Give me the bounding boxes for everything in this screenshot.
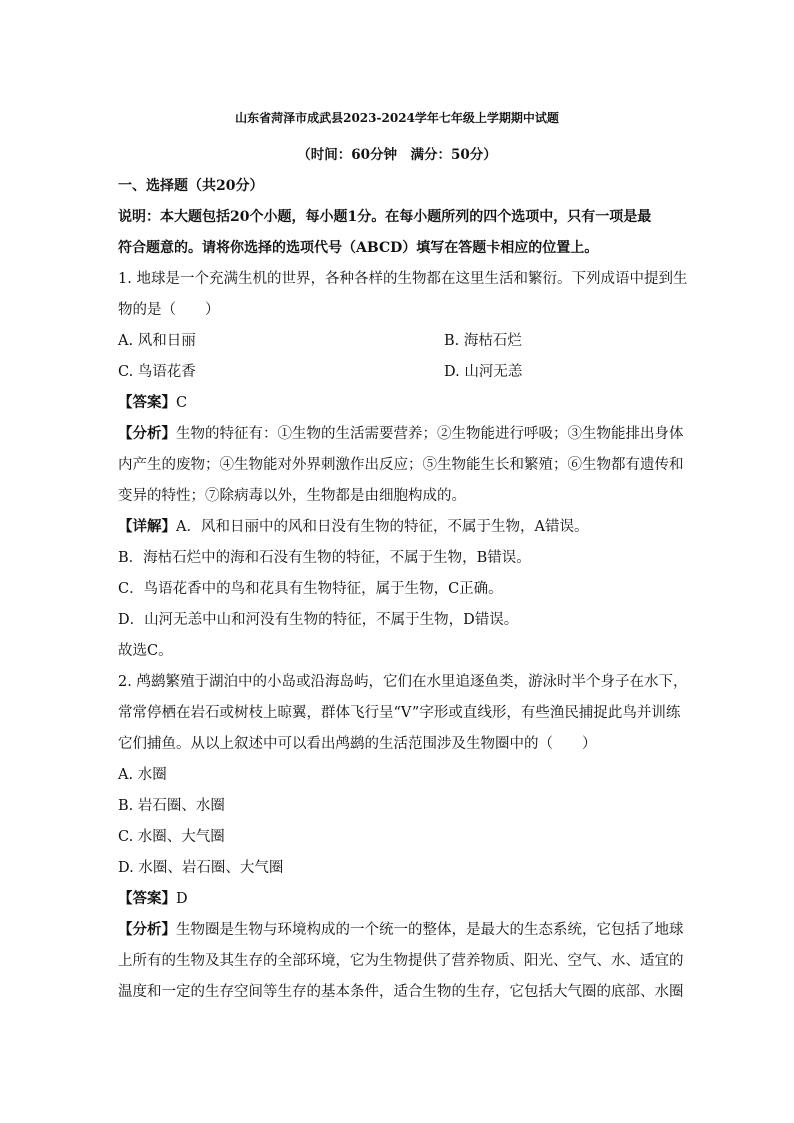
q1-detail-line-3: C．鸟语花香中的鸟和花具有生物特征，属于生物，C正确。	[118, 581, 503, 597]
section-heading: 一、选择题（共20分）	[118, 178, 264, 194]
answer-value: D	[176, 891, 188, 907]
q1-stem-line-1: 1. 地球是一个充满生机的世界，各种各样的生物都在这里生活和繁衍。下列成语中提到生	[118, 271, 688, 287]
answer-tag: 【答案】	[118, 890, 176, 907]
q1-option-d: D. 山河无恙	[444, 364, 523, 380]
q1-detail-line-2: B．海枯石烂中的海和石没有生物的特征，不属于生物，B错误。	[118, 550, 531, 566]
q2-analysis-line-2: 上所有的生物及其生存的全部环境，它为生物提供了营养物质、阳光、空气、水、适宜的	[118, 953, 684, 969]
q1-conclusion: 故选C。	[118, 643, 173, 659]
q1-detail-line-4: D．山河无恙中山和河没有生物的特征，不属于生物，D错误。	[118, 612, 519, 628]
q1-option-b: B. 海枯石烂	[444, 333, 522, 349]
q2-answer	[118, 889, 188, 909]
q1-option-c: C. 鸟语花香	[118, 364, 196, 380]
q2-analysis-line-3: 温度和一定的生存空间等生存的基本条件，适合生物的生存，它包括大气圈的底部、水圈	[118, 984, 684, 1000]
analysis-tag: 【分析】	[118, 425, 176, 442]
q1-analysis-line-3: 变异的特性；⑦除病毒以外，生物都是由细胞构成的。	[118, 488, 466, 504]
q2-analysis-line-1: 【分析】生物圈是生物与环境构成的一个统一的整体，是最大的生态系统，它包括了地球	[118, 921, 684, 938]
detail-tag: 【详解】	[118, 518, 176, 535]
q1-answer	[118, 393, 187, 413]
q2-stem-line-2: 常常停栖在岩石或树枝上晾翼，群体飞行呈“V”字形或直线形，有些渔民捕捉此鸟并训练	[118, 705, 681, 721]
q1-detail-line-1: 【详解】A．风和日丽中的风和日没有生物的特征，不属于生物，A错误。	[118, 518, 589, 535]
q2-option-d: D. 水圈、岩石圈、大气圈	[118, 860, 284, 876]
exam-info: （时间：60分钟 满分：50分）	[297, 147, 497, 163]
q1-analysis-line-2: 内产生的废物；④生物能对外界刺激作出反应；⑤生物能生长和繁殖；⑥生物都有遗传和	[118, 457, 684, 473]
q2-stem-line-3: 它们捕鱼。从以上叙述中可以看出鸬鹚的生活范围涉及生物圈中的（ ）	[118, 736, 597, 752]
page-title: 山东省菏泽市成武县2023-2024学年七年级上学期期中试题	[235, 111, 559, 125]
q1-option-a: A. 风和日丽	[118, 333, 196, 349]
q2-option-b: B. 岩石圈、水圈	[118, 798, 225, 814]
section-note-line-2: 符合题意的。请将你选择的选项代号（ABCD）填写在答题卡相应的位置上。	[118, 240, 599, 256]
answer-value: C	[176, 395, 188, 411]
analysis-tag: 【分析】	[118, 921, 176, 938]
q1-analysis-line-1: 【分析】生物的特征有：①生物的生活需要营养；②生物能进行呼吸；③生物能排出身体	[118, 425, 684, 442]
q2-option-c: C. 水圈、大气圈	[118, 829, 225, 845]
section-note-line-1: 说明：本大题包括20个小题，每小题1分。在每小题所列的四个选项中，只有一项是最	[118, 209, 652, 225]
answer-tag: 【答案】	[118, 394, 176, 411]
q1-stem-line-2: 物的是（ ）	[118, 302, 220, 318]
q2-stem-line-1: 2. 鸬鹚繁殖于湖泊中的小岛或沿海岛屿，它们在水里追逐鱼类，游泳时半个身子在水下，	[118, 674, 688, 690]
q2-option-a: A. 水圈	[118, 767, 167, 783]
